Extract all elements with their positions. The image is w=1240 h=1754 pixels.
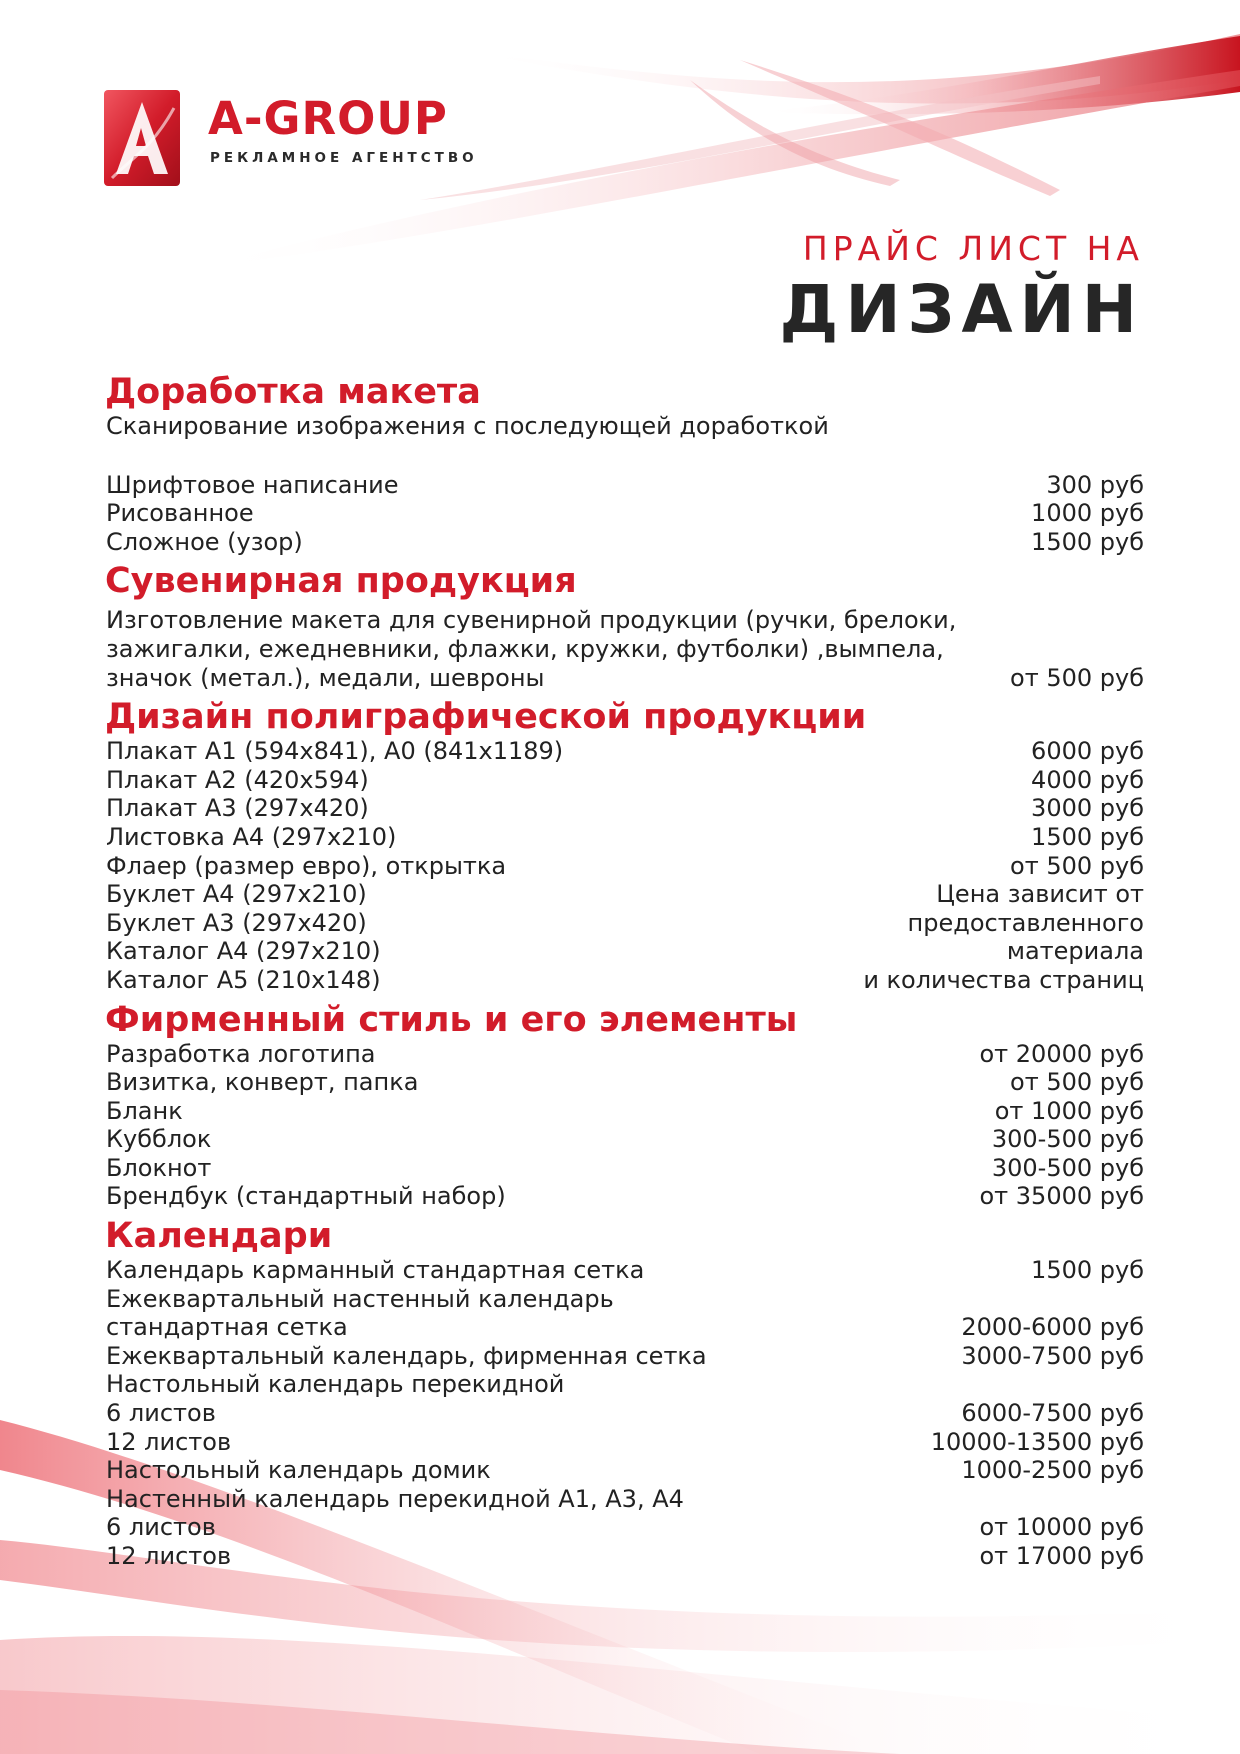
item-name: Настольный календарь домик: [106, 1456, 491, 1485]
item-name: Буклет А3 (297х420): [106, 908, 367, 937]
price-row: [106, 823, 1144, 852]
section-title: Доработка макета: [105, 372, 481, 412]
page-title: [779, 229, 1144, 348]
price-row: [106, 937, 1144, 966]
item-price: и количества страниц: [863, 965, 1144, 994]
item-name: Буклет А4 (297х210): [106, 880, 367, 909]
item-name: Бланк: [106, 1096, 183, 1125]
brand-logo: [102, 88, 522, 198]
price-row: [106, 880, 1144, 909]
item-price: 300-500 руб: [991, 1153, 1144, 1182]
item-price: материала: [1006, 937, 1144, 966]
price-row: [106, 1342, 1144, 1371]
item-price: 1500 руб: [1031, 527, 1144, 556]
item-price: 1000-2500 руб: [961, 1456, 1144, 1485]
price-row: [106, 909, 1144, 938]
item-name: 6 листов: [106, 1399, 216, 1428]
item-name: зажигалки, ежедневники, флажки, кружки, футболки) ,вымпела,: [106, 634, 944, 663]
price-row: [106, 499, 1144, 528]
item-name: Каталог А4 (297х210): [106, 937, 381, 966]
item-price: от 500 руб: [1010, 1068, 1144, 1097]
section-print-design: [106, 697, 1144, 994]
item-price: от 500 руб: [1010, 851, 1144, 880]
item-name: 12 листов: [106, 1542, 232, 1570]
item-name: 12 листов: [106, 1427, 232, 1456]
item-price: 1500 руб: [1031, 822, 1144, 851]
item-name: Каталог А5 (210х148): [106, 965, 381, 994]
a-group-emblem-icon: [102, 88, 182, 188]
price-row: [106, 1182, 1144, 1211]
item-price: 300 руб: [1046, 470, 1144, 499]
item-name: 6 листов: [106, 1513, 216, 1542]
item-price: 4000 руб: [1031, 765, 1144, 794]
item-name: Настенный календарь перекидной А1, А3, А4: [106, 1484, 684, 1513]
price-row: [106, 635, 1144, 664]
section-title: Сувенирная продукция: [105, 561, 577, 602]
item-name: Шрифтовое написание: [106, 470, 399, 499]
section-souvenirs: [106, 561, 1144, 692]
item-price: предоставленного: [907, 908, 1144, 937]
item-name: Плакат А1 (594х841), А0 (841х1189): [106, 737, 564, 766]
item-name: значок (метал.), медали, шевроны: [106, 663, 545, 692]
section-layout-rework: [106, 372, 1144, 556]
item-name: Ежеквартальный настенный календарь: [106, 1284, 614, 1313]
price-row: [106, 1542, 1144, 1571]
item-name: Кубблок: [106, 1125, 212, 1154]
price-row: [106, 528, 1144, 557]
price-row: [106, 1313, 1144, 1342]
item-price: 6000 руб: [1031, 737, 1144, 766]
price-row: [106, 1285, 1144, 1314]
item-price: от 17000 руб: [979, 1542, 1144, 1570]
item-name: Сложное (узор): [106, 527, 303, 556]
item-name: Визитка, конверт, папка: [106, 1068, 419, 1097]
item-price: 300-500 руб: [991, 1125, 1144, 1154]
price-row: [106, 1097, 1144, 1126]
item-name: Изготовление макета для сувенирной продукции (ручки, брелоки,: [106, 606, 957, 635]
price-row: [106, 1485, 1144, 1514]
item-name: Блокнот: [106, 1153, 212, 1182]
item-price: от 500 руб: [1010, 663, 1144, 692]
section-corporate-identity: [106, 1000, 1144, 1212]
item-name: Листовка А4 (297х210): [106, 822, 397, 851]
item-name: Разработка логотипа: [106, 1039, 376, 1068]
item-name: Рисованное: [106, 499, 254, 528]
price-row: [106, 1068, 1144, 1097]
item-name: Календарь карманный стандартная сетка: [106, 1256, 645, 1285]
item-price: от 35000 руб: [979, 1182, 1144, 1211]
section-calendars: [106, 1216, 1144, 1571]
item-price: от 10000 руб: [979, 1513, 1144, 1542]
item-price: от 20000 руб: [979, 1039, 1144, 1068]
price-row: [106, 766, 1144, 795]
item-name: стандартная сетка: [106, 1313, 348, 1342]
item-price: 10000-13500 руб: [930, 1427, 1144, 1456]
price-row: [106, 1370, 1144, 1399]
item-price: 1500 руб: [1031, 1256, 1144, 1285]
price-list: [106, 372, 1144, 1571]
item-name: Плакат А2 (420х594): [106, 765, 369, 794]
price-row: [106, 852, 1144, 881]
brand-tagline: РЕКЛАМНОЕ АГЕНТСТВО: [210, 150, 478, 166]
item-price: 6000-7500 руб: [961, 1399, 1144, 1428]
price-row: [106, 794, 1144, 823]
item-price: 3000-7500 руб: [961, 1341, 1144, 1370]
item-price: от 1000 руб: [994, 1096, 1144, 1125]
item-price: 2000-6000 руб: [961, 1313, 1144, 1342]
price-row: [106, 1125, 1144, 1154]
item-price: 1000 руб: [1031, 499, 1144, 528]
item-price: Цена зависит от: [936, 880, 1144, 909]
price-row: [106, 606, 1144, 635]
item-name: Брендбук (стандартный набор): [106, 1182, 506, 1211]
price-row: [106, 664, 1144, 693]
price-row: [106, 1513, 1144, 1542]
brand-name: A-GROUP: [208, 92, 448, 145]
price-row: [106, 1154, 1144, 1183]
price-row: [106, 1428, 1144, 1457]
item-price: 3000 руб: [1031, 794, 1144, 823]
price-row: [106, 471, 1144, 500]
price-row: [106, 1399, 1144, 1428]
item-name: Настольный календарь перекидной: [106, 1370, 565, 1399]
price-row: [106, 737, 1144, 766]
price-row: [106, 1040, 1144, 1069]
price-row: [106, 1456, 1144, 1485]
title-line-2: ДИЗАЙН: [779, 271, 1144, 348]
section-title: Фирменный стиль и его элементы: [105, 999, 798, 1040]
item-name: Ежеквартальный календарь, фирменная сетка: [106, 1341, 707, 1370]
item-name: Флаер (размер евро), открытка: [106, 851, 507, 880]
price-row: [106, 966, 1144, 995]
section-title: Дизайн полиграфической продукции: [105, 697, 867, 738]
price-row: [106, 1256, 1144, 1285]
item-name: Плакат А3 (297х420): [106, 794, 369, 823]
section-title: Календари: [105, 1216, 333, 1257]
title-line-1: ПРАЙС ЛИСТ НА: [802, 229, 1144, 268]
section-intro: Сканирование изображения с последующей доработкой: [106, 412, 829, 440]
